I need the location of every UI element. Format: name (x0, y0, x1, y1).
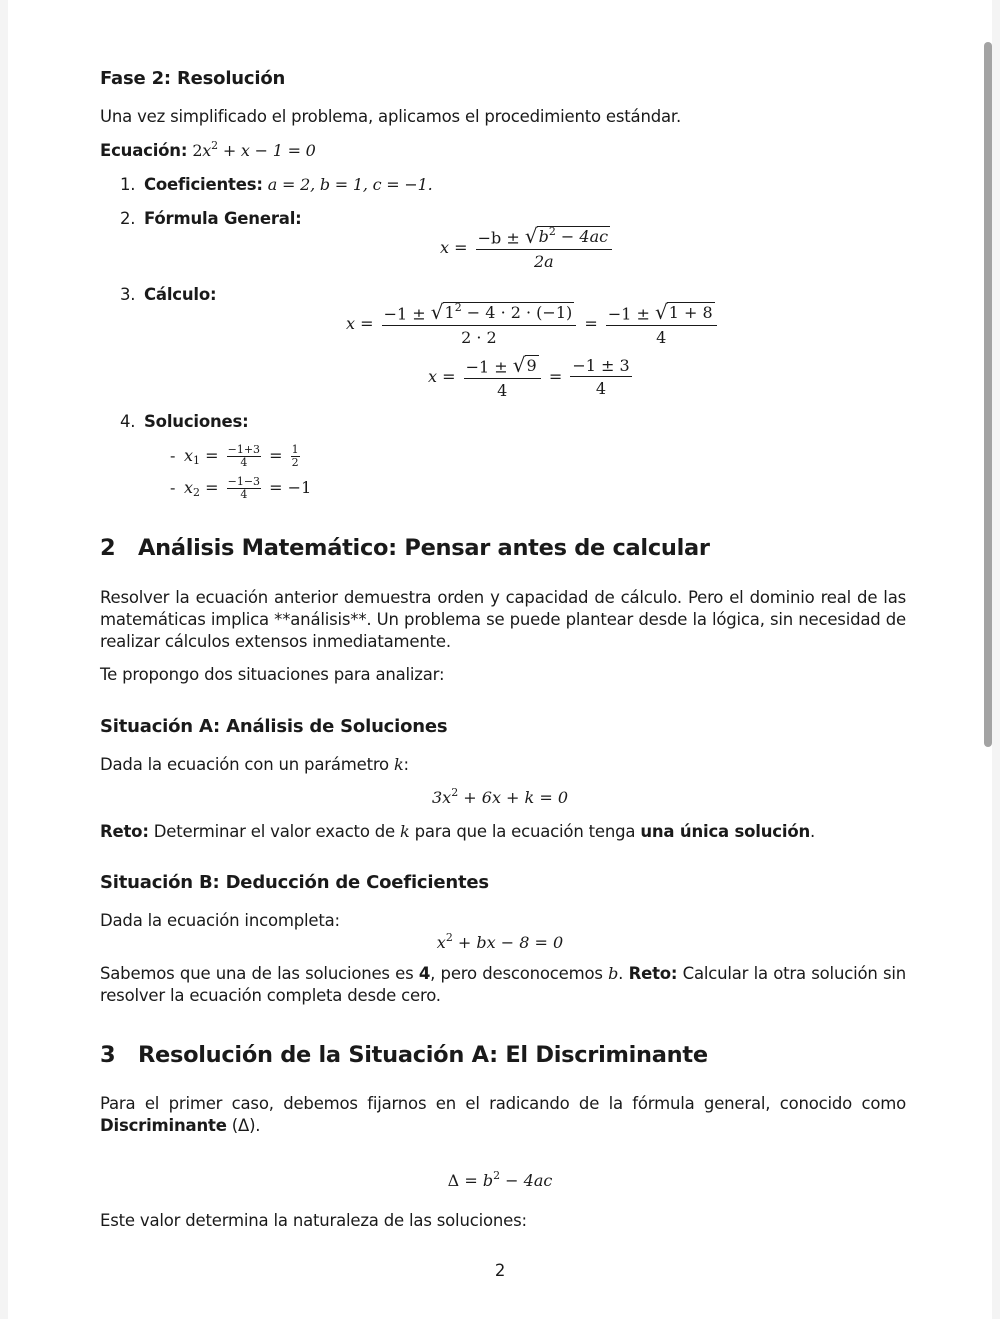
solution-x2: - $x_2$ = $\frac{-1-3}{4}$ = −1 (170, 475, 312, 502)
section-3-closing: Este valor determina la naturaleza de las soluciones: (100, 1211, 527, 1230)
page-number: 2 (494, 1261, 506, 1280)
section-2-heading: 2 Análisis Matemático: Pensar antes de calcular (100, 535, 710, 561)
calculation-line-1: x = −1 ± √ $1^2 - 4 \cdot 2 \cdot (-1)$ 2 · 2 = −1 ± √ 1 + 8 4 (346, 302, 720, 347)
situation-a-heading: Situación A: Análisis de Soluciones (100, 716, 448, 737)
section-2-paragraph: Resolver la ecuación anterior demuestra orden y capacidad de cálculo. Pero el dominio real de las matemáticas implica **análisis**. Un problema se puede plantear desde la lógica, sin necesidad de realizar cálculos extensos inmediatamente. (100, 588, 906, 651)
situation-b-heading: Situación B: Deducción de Coeficientes (100, 872, 489, 893)
situation-a-intro: Dada la ecuación con un parámetro k: (100, 755, 409, 774)
solution-x1: - $x_1$ = $\frac{-1+3}{4}$ = $\frac{1}{2}$ (170, 443, 299, 470)
quadratic-formula: x = −b ± √ $b^2 - 4ac$ 2a (440, 226, 615, 271)
equation-math: $2x^2 + x - 1 = 0$ (192, 139, 316, 160)
fase2-equation (100, 141, 316, 160)
section-2-proposal: Te propongo dos situaciones para analizar: (100, 665, 445, 684)
discriminant-formula: $\Delta = b^2 - 4ac$ (447, 1169, 553, 1190)
fase2-intro: Una vez simplificado el problema, aplicamos el procedimiento estándar. (100, 107, 682, 126)
document-page (8, 0, 992, 1319)
situation-b-intro: Dada la ecuación incompleta: (100, 911, 340, 930)
equation-label: Ecuación: (100, 141, 188, 160)
section-3-heading: 3 Resolución de la Situación A: El Discriminante (100, 1042, 708, 1068)
vertical-scrollbar-thumb[interactable] (984, 42, 992, 747)
fase2-heading: Fase 2: Resolución (100, 68, 286, 89)
situation-a-equation: $3x^2 + 6x + k = 0$ (431, 786, 568, 807)
situation-b-equation: $x^2$ + bx − 8 = 0 (436, 931, 564, 952)
step-coeficientes: 1. Coeficientes: a = 2, b = 1, c = −1. (120, 175, 433, 194)
situation-a-challenge: Reto: Determinar el valor exacto de k para que la ecuación tenga una única solución. (100, 822, 816, 841)
step-formula-general: 2. Fórmula General: (120, 209, 302, 228)
situation-b-text: Sabemos que una de las soluciones es 4, pero desconocemos b. Reto: Calcular la otra solución sin resolver la ecuación completa desde cero. (100, 964, 906, 1005)
step-calculo: 3. Cálculo: (120, 285, 217, 304)
step-soluciones: 4. Soluciones: (120, 412, 249, 431)
coefficients-values: a = 2, b = 1, c = −1. (267, 175, 433, 194)
calculation-line-2: x = −1 ± √ 9 4 = $\frac{-1 \pm 3}{4}$ (428, 353, 630, 400)
section-3-paragraph: Para el primer caso, debemos fijarnos en el radicando de la fórmula general, conocido como Discriminante (Δ). (100, 1094, 906, 1135)
